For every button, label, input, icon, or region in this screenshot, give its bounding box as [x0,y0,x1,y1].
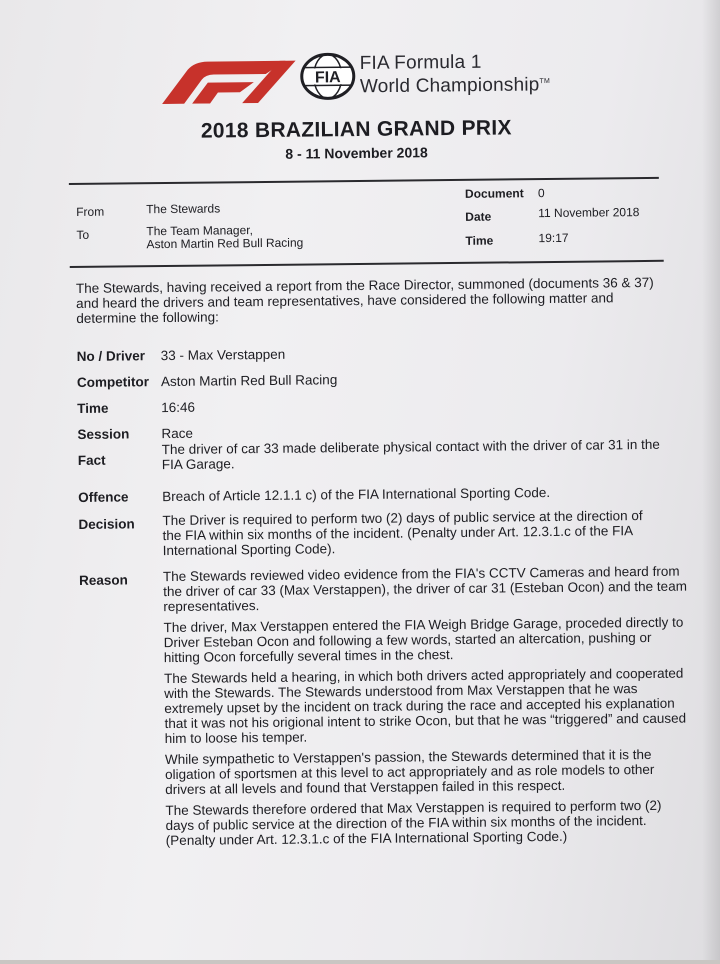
fia-badge-icon [300,52,356,101]
time-value: 19:17 [538,230,569,246]
from-value: The Stewards [146,201,221,217]
fact-value: The driver of car 33 made deliberate physical contact with the driver of car 31 in the FIA Garage. [161,436,660,473]
session-row [77,421,677,442]
decision-row [78,508,678,559]
intro-paragraph: The Stewards, having received a report from the Race Director, summoned (documents 36 & 37) and heard the drivers and team representatives, have considered the following matter and determine the following: [75,274,654,326]
date-label-text: Date [465,209,492,224]
competitor-row [76,369,677,390]
driver-value: 33 - Max Verstappen [160,346,286,364]
reason-row [78,563,687,849]
event-dates: 8 - 11 November 2018 [285,144,428,162]
to-label: To [76,227,90,242]
brand-line-2-wrap [360,72,550,97]
decision-value: The Driver is required to perform two (2) days of public service at the direction of the FIA within six months of the incident. (Penalty under Art. 12.3.1.c of the FIA International Sporting Code). [162,508,643,559]
to-value-line-2: Aston Martin Red Bull Racing [146,235,304,252]
reason-paragraph: While sympathetic to Verstappen's passion, the Stewards determined that it is the oligation of sportsmen at this level to act appropriately and as role models to other drivers at all levels and found that Verstappen failed in this respect. [164,746,655,798]
fact-label: Fact [77,452,106,468]
competitor-label: Competitor [76,374,150,390]
f1-fia-logo [162,50,583,110]
document-label-text: Document [464,186,524,201]
reason-paragraph: The driver, Max Verstappen entered the FIA Weigh Bridge Garage, proceded directly to Driver Esteban Ocon and following a few words, started an altercation, pushing or hitting Ocon forcefully several times in the chest. [163,614,684,666]
brand-line-1: FIA Formula 1 [359,51,482,74]
document-value: 0 [537,186,545,201]
driver-label: No / Driver [76,348,146,364]
time-label [465,234,493,248]
date-value: 11 November 2018 [538,205,640,221]
offence-value: Breach of Article 12.1.1 c) of the FIA International Sporting Code. [162,485,551,505]
incident-time-value: 16:46 [161,399,196,416]
date-label [465,210,491,224]
reason-paragraph: The Stewards held a hearing, in which both drivers acted appropriately and cooperated with the Stewards. The Stewards understood from Max Verstappen that he was extremely upset by the incident on track during the race and accepted his explanation that it was not his origional intent to strike Ocon, but that he was “triggered” and caused him to loose his temper. [163,665,687,747]
session-label: Session [77,426,130,442]
time-label-text: Time [465,233,494,248]
fia-badge-text: FIA [314,69,341,87]
driver-row [76,343,677,364]
document-label [465,186,524,201]
session-value: Race [161,425,194,442]
reason-body [163,564,691,854]
f1-logo-icon [162,59,296,104]
competitor-value: Aston Martin Red Bull Racing [160,372,338,390]
top-divider [69,177,659,185]
trademark: TM [539,77,551,86]
bottom-divider [70,260,664,268]
time-row [77,395,677,416]
brand-line-2: World Championship [359,74,540,98]
page-title: 2018 BRAZILIAN GRAND PRIX [200,116,512,143]
reason-paragraph: The Stewards reviewed video evidence from the FIA's CCTV Cameras and heard from the driver of car 33 (Max Verstappen), the driver of car 31 (Esteban Ocon) and the team representatives. [162,563,687,615]
offence-label: Offence [78,489,129,505]
reason-label: Reason [78,572,128,588]
reason-paragraph: The Stewards therefore ordered that Max Verstappen is required to perform two (2) days of public service at the direction of the FIA within six months of the incident. (Penalty under Art. 12.3.1.c of the FIA International Sporting Code.) [165,797,662,849]
offence-row [78,484,678,505]
to-value-line-1: The Team Manager, [146,223,253,239]
from-label: From [76,204,105,219]
incident-time-label: Time [77,400,109,416]
decision-label: Decision [78,516,135,532]
brand-wordmark [360,52,551,97]
